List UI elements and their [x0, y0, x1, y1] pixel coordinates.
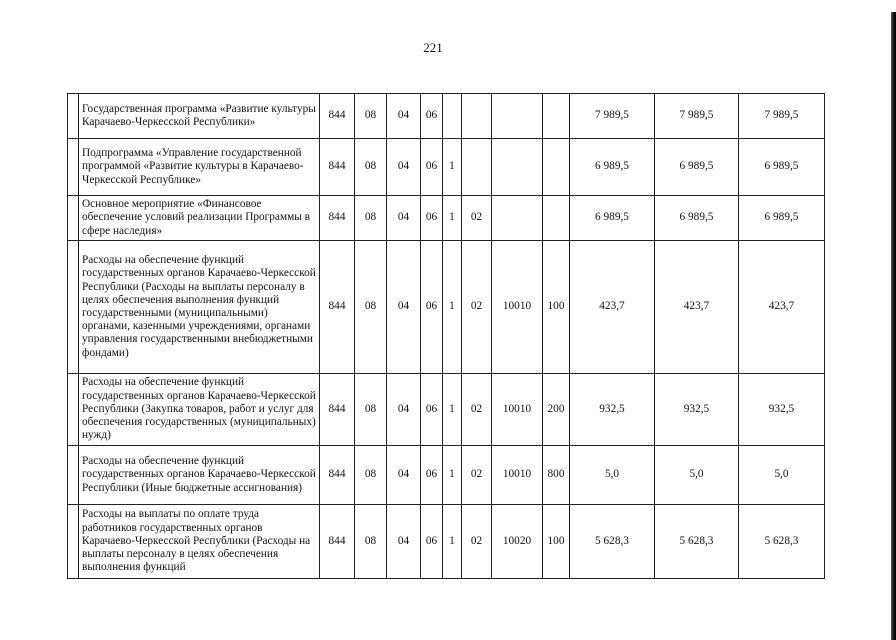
row-name: Расходы на обеспечение функций государственных органов Карачаево-Черкесской Республики (Расходы на выплаты персоналу в целях обеспечения выполнения функций государственными (муниципальными) органами, казенными учреждениями, органами управления государственными внебюджетными фондами)	[79, 241, 320, 374]
table-row	[68, 446, 825, 505]
amount-year-2: 5,0	[655, 446, 739, 505]
page-number: 221	[423, 40, 443, 55]
section-code: 08	[355, 196, 387, 241]
table-row	[68, 196, 825, 241]
target-event-code	[462, 139, 492, 196]
section-code: 08	[355, 505, 387, 579]
target-subprogram-code: 1	[443, 241, 462, 374]
expense-type-code: 100	[543, 241, 570, 374]
amount-year-3: 932,5	[739, 374, 825, 446]
amount-year-3: 423,7	[739, 241, 825, 374]
blank-cell	[68, 241, 79, 374]
target-subprogram-code: 1	[443, 139, 462, 196]
subsection-code: 04	[387, 374, 421, 446]
blank-cell	[68, 94, 79, 139]
amount-year-1: 5 628,3	[570, 505, 655, 579]
target-subprogram-code: 1	[443, 374, 462, 446]
table-row	[68, 94, 825, 139]
amount-year-3: 5 628,3	[739, 505, 825, 579]
target-direction-code	[492, 94, 543, 139]
amount-year-1: 6 989,5	[570, 139, 655, 196]
row-name: Расходы на обеспечение функций государственных органов Карачаево-Черкесской Республики (Иные бюджетные ассигнования)	[79, 446, 320, 505]
row-name: Государственная программа «Развитие культуры Карачаево-Черкесской Республики»	[79, 94, 320, 139]
target-subprogram-code: 1	[443, 505, 462, 579]
ved-code: 844	[320, 505, 355, 579]
budget-table	[67, 93, 825, 579]
table-row	[68, 374, 825, 446]
target-program-code: 06	[421, 505, 443, 579]
target-program-code: 06	[421, 241, 443, 374]
amount-year-3: 6 989,5	[739, 196, 825, 241]
row-name: Расходы на обеспечение функций государственных органов Карачаево-Черкесской Республики (Закупка товаров, работ и услуг для обеспечения государственных (муниципальных) нужд)	[79, 374, 320, 446]
subsection-code: 04	[387, 94, 421, 139]
expense-type-code: 200	[543, 374, 570, 446]
amount-year-1: 423,7	[570, 241, 655, 374]
scan-edge-shadow	[891, 12, 896, 640]
ved-code: 844	[320, 374, 355, 446]
table-row	[68, 139, 825, 196]
target-program-code: 06	[421, 139, 443, 196]
blank-cell	[68, 446, 79, 505]
ved-code: 844	[320, 196, 355, 241]
row-name: Основное мероприятие «Финансовое обеспечение условий реализации Программы в сфере наследия»	[79, 196, 320, 241]
target-program-code: 06	[421, 374, 443, 446]
target-program-code: 06	[421, 196, 443, 241]
amount-year-2: 6 989,5	[655, 196, 739, 241]
target-subprogram-code: 1	[443, 446, 462, 505]
target-direction-code: 10010	[492, 374, 543, 446]
section-code: 08	[355, 139, 387, 196]
target-event-code	[462, 94, 492, 139]
expense-type-code	[543, 139, 570, 196]
amount-year-2: 7 989,5	[655, 94, 739, 139]
target-direction-code	[492, 196, 543, 241]
subsection-code: 04	[387, 196, 421, 241]
amount-year-2: 932,5	[655, 374, 739, 446]
target-event-code: 02	[462, 196, 492, 241]
subsection-code: 04	[387, 241, 421, 374]
target-event-code: 02	[462, 505, 492, 579]
row-name: Расходы на выплаты по оплате труда работников государственных органов Карачаево-Черкесской Республики (Расходы на выплаты персоналу в целях обеспечения выполнения функций	[79, 505, 320, 579]
amount-year-2: 5 628,3	[655, 505, 739, 579]
ved-code: 844	[320, 241, 355, 374]
amount-year-1: 932,5	[570, 374, 655, 446]
amount-year-1: 5,0	[570, 446, 655, 505]
target-subprogram-code: 1	[443, 196, 462, 241]
target-direction-code: 10010	[492, 446, 543, 505]
amount-year-3: 6 989,5	[739, 139, 825, 196]
blank-cell	[68, 139, 79, 196]
target-event-code: 02	[462, 374, 492, 446]
ved-code: 844	[320, 139, 355, 196]
ved-code: 844	[320, 94, 355, 139]
section-code: 08	[355, 94, 387, 139]
blank-cell	[68, 196, 79, 241]
target-event-code: 02	[462, 446, 492, 505]
amount-year-1: 7 989,5	[570, 94, 655, 139]
target-program-code: 06	[421, 446, 443, 505]
amount-year-1: 6 989,5	[570, 196, 655, 241]
target-direction-code: 10010	[492, 241, 543, 374]
target-event-code: 02	[462, 241, 492, 374]
section-code: 08	[355, 374, 387, 446]
target-subprogram-code	[443, 94, 462, 139]
table-row	[68, 241, 825, 374]
section-code: 08	[355, 241, 387, 374]
target-direction-code: 10020	[492, 505, 543, 579]
row-name: Подпрограмма «Управление государственной программой «Развитие культуры в Карачаево-Черкесской Республике»	[79, 139, 320, 196]
amount-year-2: 6 989,5	[655, 139, 739, 196]
expense-type-code	[543, 196, 570, 241]
ved-code: 844	[320, 446, 355, 505]
subsection-code: 04	[387, 139, 421, 196]
target-direction-code	[492, 139, 543, 196]
target-program-code: 06	[421, 94, 443, 139]
blank-cell	[68, 505, 79, 579]
amount-year-2: 423,7	[655, 241, 739, 374]
subsection-code: 04	[387, 446, 421, 505]
expense-type-code: 800	[543, 446, 570, 505]
amount-year-3: 7 989,5	[739, 94, 825, 139]
blank-cell	[68, 374, 79, 446]
amount-year-3: 5,0	[739, 446, 825, 505]
subsection-code: 04	[387, 505, 421, 579]
section-code: 08	[355, 446, 387, 505]
table-body	[68, 94, 825, 579]
expense-type-code	[543, 94, 570, 139]
table-row	[68, 505, 825, 579]
expense-type-code: 100	[543, 505, 570, 579]
